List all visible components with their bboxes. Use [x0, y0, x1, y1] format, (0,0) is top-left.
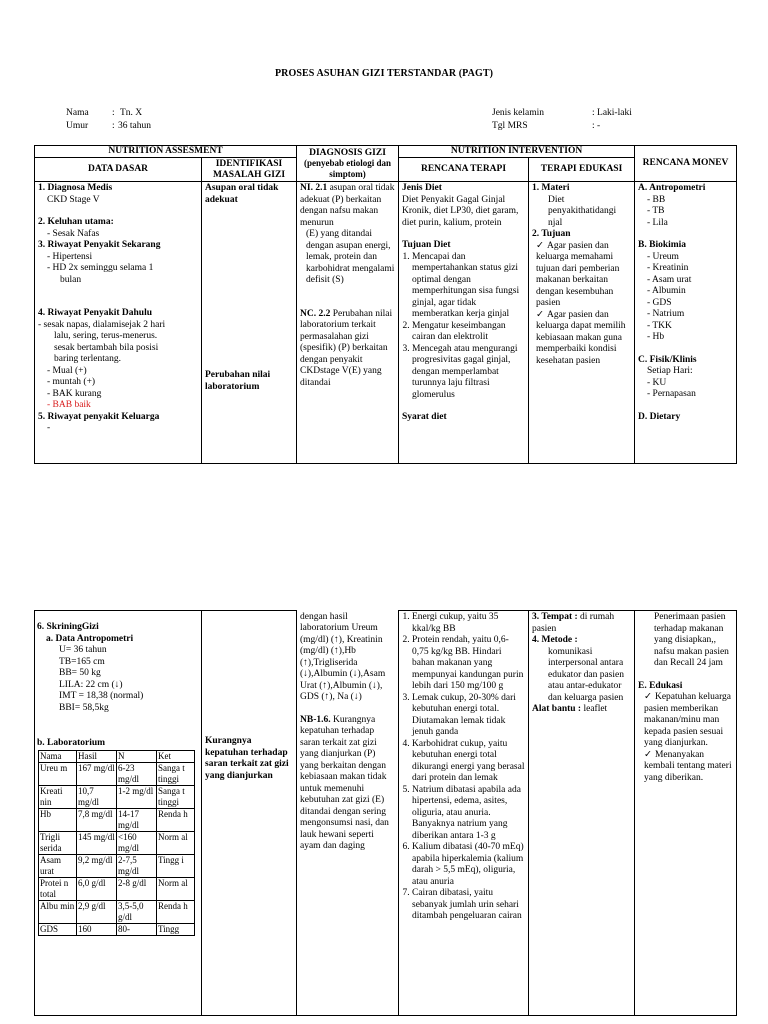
data-dasar-header: DATA DASAR — [35, 158, 202, 182]
diagnosis-code: NI. 2.1 — [300, 183, 328, 193]
syarat-diet-item: 6. Kalium dibatasi (40-70 mEq) apabila hiperkalemia (kalium darah > 5,5 mEq), oliguria, atau anuria — [412, 842, 525, 888]
biokimia-item: - Ureum — [647, 251, 679, 262]
tgl-mrs-value: : - — [592, 121, 601, 131]
lab-row — [39, 808, 195, 831]
tempat-value: di rumah pasien — [532, 612, 615, 634]
jenis-diet-text: Diet Penyakit Gagal Ginjal Kronik, diet LP30, diet garam, diet purin, kalium, protein — [402, 194, 519, 228]
diagnosa-medis-title: 1. Diagnosa Medis — [38, 183, 113, 193]
lab-row — [39, 923, 195, 935]
syarat-diet-list — [402, 612, 525, 923]
tempat-label: 3. Tempat : — [532, 612, 578, 622]
tujuan-diet-item: 2. Mengatur keseimbangan cairan dan elektrolit — [412, 321, 525, 344]
keluhan-title: 2. Keluhan utama: — [38, 217, 114, 227]
data-dasar-cell — [35, 182, 202, 464]
lab-row — [39, 785, 195, 808]
metode-label: 4. Metode : — [532, 635, 578, 645]
riwayat-dahulu-item: sesak bertambah bila posisi — [54, 342, 159, 353]
tujuan-diet-item: 3. Mencegah atau mengurangi progresivitas gagal ginjal, dengan memperlambat turunnya laju filtrasi glomerulus — [412, 344, 525, 402]
rencana-terapi-cell — [399, 182, 529, 464]
diagnosa-medis-value: CKD Stage V — [47, 194, 100, 205]
lab-cell: 9,2 mg/dl — [77, 854, 117, 877]
identifikasi-header: IDENTIFIKASI MASALAH GIZI — [202, 158, 297, 182]
antropometri-data-item: IMT = 18,38 (normal) — [59, 691, 144, 701]
diagnosis-subtitle: (penyebab etiologi dan simptom) — [304, 158, 392, 179]
patient-info — [0, 108, 768, 132]
diagnosis-text: asupan oral tidak adekuat (P) berkaitan dengan nafsu makan menurun — [300, 183, 395, 228]
monev-cell — [635, 611, 737, 1016]
lab-header-cell: Ket — [157, 750, 195, 762]
terapi-edukasi-header: TERAPI EDUKASI — [529, 158, 635, 182]
lab-row — [39, 762, 195, 785]
umur-value: 36 tahun — [118, 121, 151, 131]
tujuan-edukasi-item: ✓ Agar pasien dan keluarga memahami tujuan dari pemberian makanan berkaitan dengan kesembuhan pasien — [532, 241, 631, 310]
lab-cell: 80- — [117, 923, 157, 935]
diagnosis-ni21 — [300, 183, 395, 229]
edukasi-item: ✓ Menanyakan kembali tentang materi yang diberikan. — [638, 750, 733, 785]
diagnosis-text: (E) yang ditandai dengan asupan energi, lemak, protein dan karbohidrat mengalami defisit (S) — [306, 229, 395, 285]
antropometri-item: - BB — [647, 194, 666, 205]
tujuan-diet-item: 1. Mencapai dan mempertahankan status gizi optimal dengan memperhitungan sisa fungsi ginjal, agar tidak memberatkan kerja ginjal — [412, 252, 525, 321]
umur-sep: : — [112, 121, 115, 131]
intervention-header: NUTRITION INTERVENTION — [399, 146, 635, 158]
syarat-diet-item: 5. Natrium dibatasi apabila ada hipertensi, edema, asites, oliguria, atau anuria. Banyaknya natrium yang diberikan antara 1-3 g — [412, 785, 525, 843]
antropometri-data-item: BBI= 58,5kg — [59, 702, 109, 713]
monev-cell — [635, 182, 737, 464]
umur-label: Umur — [66, 121, 89, 131]
nama-label: Nama — [66, 108, 89, 118]
lab-cell: 2-8 g/dl — [117, 877, 157, 900]
skrining-title: 6. SkriningGizi — [37, 622, 99, 632]
antropometri-data-item: TB=165 cm — [59, 656, 105, 667]
lab-cell: 6-23 mg/dl — [117, 762, 157, 785]
diagnosis-cell — [297, 611, 399, 1016]
lab-header-cell: Nama — [39, 750, 77, 762]
riwayat-dahulu-item: lalu, sering, terus-menerus. — [54, 331, 158, 341]
lab-cell: Renda h — [157, 900, 195, 923]
riwayat-sekarang-item: bulan — [60, 274, 82, 285]
tempat-row — [532, 612, 631, 635]
biokimia-title: B. Biokimia — [638, 240, 687, 250]
assessment-header: NUTRITION ASSESMENT — [35, 146, 297, 158]
lab-cell: GDS — [39, 923, 77, 935]
materi-text: Diet penyakithatidangi njal — [548, 194, 617, 228]
lab-cell: Ureu m — [39, 762, 77, 785]
lab-cell: 160 — [77, 923, 117, 935]
diagnosis-text: Perubahan nilai laboratorium terkait permasalahan gizi (spesifik) (P) berkaitan dengan penyakit CKDstage V(E) yang ditandai — [300, 308, 393, 388]
fisik-klinis-text: Setiap Hari: — [647, 366, 693, 376]
lab-cell: 167 mg/dl — [77, 762, 117, 785]
fisik-klinis-item: - KU — [647, 377, 667, 388]
diagnosis-cell — [297, 182, 399, 464]
lab-cell: Kreati nin — [39, 785, 77, 808]
fisik-klinis-item: - Pernapasan — [647, 389, 696, 399]
lab-cell: 10,7 mg/dl — [77, 785, 117, 808]
syarat-diet-item: 3. Lemak cukup, 20-30% dari kebutuhan energi total. Diutamakan lemak tidak jenuh ganda — [412, 693, 525, 739]
riwayat-dahulu-item: - BAB baik — [47, 400, 91, 410]
diagnosis-continued: dengan hasil laboratorium Ureum (mg/dl) (↑), Kreatinin (mg/dl) (↑),Hb (↑),Trigliserida (↓),Albumin (↓),Asam Urat (↑),Albumin (↓), GDS (↑), Na (↓) — [300, 611, 386, 702]
nama-value: Tn. X — [120, 108, 143, 118]
antropometri-data-item: U= 36 tahun — [59, 645, 107, 655]
diagnosis-text: Kurangnya kepatuhan terhadap saran terkait zat gizi yang dianjurkan (P) yang berkaitan dengan kebiasaan makan tidak untuk memenuhi kebutuhan zat gizi (E) ditandai dengan sering mengonsumsi nasi, dan lauk hewani seperti ayam dan daging — [300, 714, 389, 851]
diagnosis-code: NC. 2.2 — [300, 308, 331, 319]
riwayat-sekarang-item: - Hipertensi — [47, 251, 93, 262]
jenis-kelamin-label: Jenis kelamin — [492, 108, 544, 118]
masalah-asupan: Asupan oral tidak adekuat — [205, 183, 279, 205]
riwayat-dahulu-item: - muntah (+) — [47, 377, 96, 387]
biokimia-item: - Natrium — [647, 309, 685, 319]
rencana-terapi-cell — [399, 611, 529, 1016]
lab-cell: Protei n total — [39, 877, 77, 900]
antropometri-data-item: LILA: 22 cm (↓) — [59, 679, 123, 690]
riwayat-keluarga-title: 5. Riwayat penyakit Keluarga — [38, 411, 160, 422]
lab-row — [39, 900, 195, 923]
biokimia-item: - GDS — [647, 297, 672, 308]
terapi-edukasi-cell — [529, 611, 635, 1016]
lab-cell: 2-7,5 mg/dl — [117, 854, 157, 877]
lab-cell: Sanga t tinggi — [157, 785, 195, 808]
lab-row — [39, 854, 195, 877]
skrining-cell — [35, 611, 202, 1016]
lab-cell: Trigli serida — [39, 831, 77, 854]
lab-cell: Albu min — [39, 900, 77, 923]
biokimia-item: - Albumin — [647, 286, 686, 296]
masalah-kepatuhan: Kurangnya kepatuhan terhadap saran terkait zat gizi yang dianjurkan — [205, 736, 289, 781]
lab-cell: 2,9 g/dl — [77, 900, 117, 923]
lab-cell: 7,8 mg/dl — [77, 808, 117, 831]
diagnosis-code: NB-1.6. — [300, 714, 331, 725]
terapi-edukasi-cell — [529, 182, 635, 464]
rencana-terapi-header: RENCANA TERAPI — [399, 158, 529, 182]
lab-cell: Sanga t tinggi — [157, 762, 195, 785]
lab-row — [39, 877, 195, 900]
alat-bantu-label: Alat bantu : — [532, 704, 582, 714]
syarat-diet-item: 4. Karbohidrat cukup, yaitu kebutuhan energi total dikurangi energi yang berasal dari protein dan lemak — [412, 739, 525, 785]
masalah-laboratorium: Perubahan nilai laboratorium — [205, 370, 271, 392]
diagnosis-nb16 — [300, 715, 395, 853]
riwayat-sekarang-item: - HD 2x seminggu selama 1 — [47, 263, 154, 273]
lab-header-cell: Hasil — [77, 750, 117, 762]
lab-cell: Renda h — [157, 808, 195, 831]
lab-row — [39, 831, 195, 854]
edukasi-item: ✓ Kepatuhan keluarga pasien memberikan makanan/minu man kepada pasien sesuai yang dianjurkan. — [638, 692, 733, 750]
lab-cell: <160 mg/dl — [117, 831, 157, 854]
keluhan-item: - Sesak Nafas — [47, 228, 100, 239]
biokimia-item: - Kreatinin — [647, 263, 689, 273]
lab-body — [39, 762, 195, 935]
riwayat-keluarga-item: - — [47, 423, 51, 433]
tujuan-diet-title: Tujuan Diet — [402, 240, 451, 250]
lab-cell: Tingg i — [157, 854, 195, 877]
monev-dietary-text: Penerimaan pasien terhadap makanan yang disiapkan,, nafsu makan pasien dan Recall 24 jam — [654, 612, 729, 668]
lab-table — [38, 750, 195, 936]
antropometri-data-item: BB= 50 kg — [59, 668, 101, 678]
lab-cell: 6,0 g/dl — [77, 877, 117, 900]
syarat-diet-title: Syarat diet — [402, 412, 447, 422]
jenis-diet-title: Jenis Diet — [402, 183, 442, 193]
diagnosis-nc22 — [300, 309, 395, 390]
tgl-mrs-label: Tgl MRS — [492, 121, 528, 131]
fisik-klinis-title: C. Fisik/Klinis — [638, 354, 697, 365]
riwayat-dahulu-item: - Mual (+) — [47, 365, 87, 376]
materi-title: 1. Materi — [532, 183, 570, 193]
pagt-table-top — [34, 145, 737, 464]
lab-header-row — [39, 750, 195, 762]
metode-value: komunikasi interpersonal antara edukator dan pasien atau antar-edukator dan keluarga pasien — [548, 646, 624, 703]
diagnosis-title: DIAGNOSIS GIZI — [309, 147, 386, 158]
antropometri-title: A. Antropometri — [638, 183, 706, 193]
lab-cell: 1-2 mg/dl — [117, 785, 157, 808]
riwayat-dahulu-item: - BAK kurang — [47, 388, 102, 399]
riwayat-dahulu-item: - sesak napas, dialamisejak 2 hari — [38, 319, 166, 330]
lab-cell: Asam urat — [39, 854, 77, 877]
biokimia-item: - Asam urat — [647, 274, 692, 285]
jenis-kelamin-value: : Laki-laki — [592, 108, 632, 118]
lab-cell: 14-17 mg/dl — [117, 808, 157, 831]
riwayat-sekarang-title: 3. Riwayat Penyakit Sekarang — [38, 240, 161, 250]
document-title: PROSES ASUHAN GIZI TERSTANDAR (PAGT) — [274, 68, 494, 79]
biokimia-item: - Hb — [647, 332, 665, 342]
syarat-diet-item: 2. Protein rendah, yaitu 0,6-0,75 kg/kg BB. Hindari bahan makanan yang mempunyai kandungan purin lebih dari 150 mg/100 g — [412, 635, 525, 693]
identifikasi-cell — [202, 182, 297, 464]
lab-cell: Norm al — [157, 831, 195, 854]
alat-bantu-value: leaflet — [581, 704, 608, 714]
antropometri-item: - TB — [647, 206, 665, 216]
biokimia-item: - TKK — [647, 320, 672, 331]
nama-sep: : — [112, 108, 115, 118]
edukasi-title: E. Edukasi — [638, 680, 683, 691]
syarat-diet-item: 7. Cairan dibatasi, yaitu sebanyak jumlah urin sehari ditambah pengeluaran cairan — [412, 888, 525, 923]
pagt-table-bottom — [34, 610, 737, 1016]
riwayat-dahulu-item: baring terlentang. — [54, 354, 122, 364]
lab-cell: 145 mg/dl — [77, 831, 117, 854]
alat-bantu-row — [532, 704, 631, 716]
lab-header-cell: N — [117, 750, 157, 762]
dietary-title: D. Dietary — [638, 411, 681, 422]
laboratorium-title: b. Laboratorium — [37, 738, 106, 748]
lab-cell: Hb — [39, 808, 77, 831]
antropometri-item: - Lila — [647, 217, 668, 228]
diagnosis-header — [297, 146, 399, 182]
tujuan-edukasi-item: ✓ Agar pasien dan keluarga dapat memilih kebiasaan makan guna memperbaiki kondisi kesehatan pasien — [532, 310, 631, 368]
lab-cell: Norm al — [157, 877, 195, 900]
identifikasi-cell — [202, 611, 297, 1016]
monev-header: RENCANA MONEV — [635, 146, 737, 182]
tujuan-edukasi-title: 2. Tujuan — [532, 229, 571, 239]
tujuan-diet-list — [402, 252, 525, 402]
riwayat-dahulu-title: 4. Riwayat Penyakit Dahulu — [38, 308, 153, 318]
lab-cell: Tingg — [157, 923, 195, 935]
antropometri-data-title: a. Data Antropometri — [46, 633, 134, 644]
syarat-diet-item: 1. Energi cukup, yaitu 35 kkal/kg BB — [412, 612, 525, 635]
lab-cell: 3,5-5,0 g/dl — [117, 900, 157, 923]
